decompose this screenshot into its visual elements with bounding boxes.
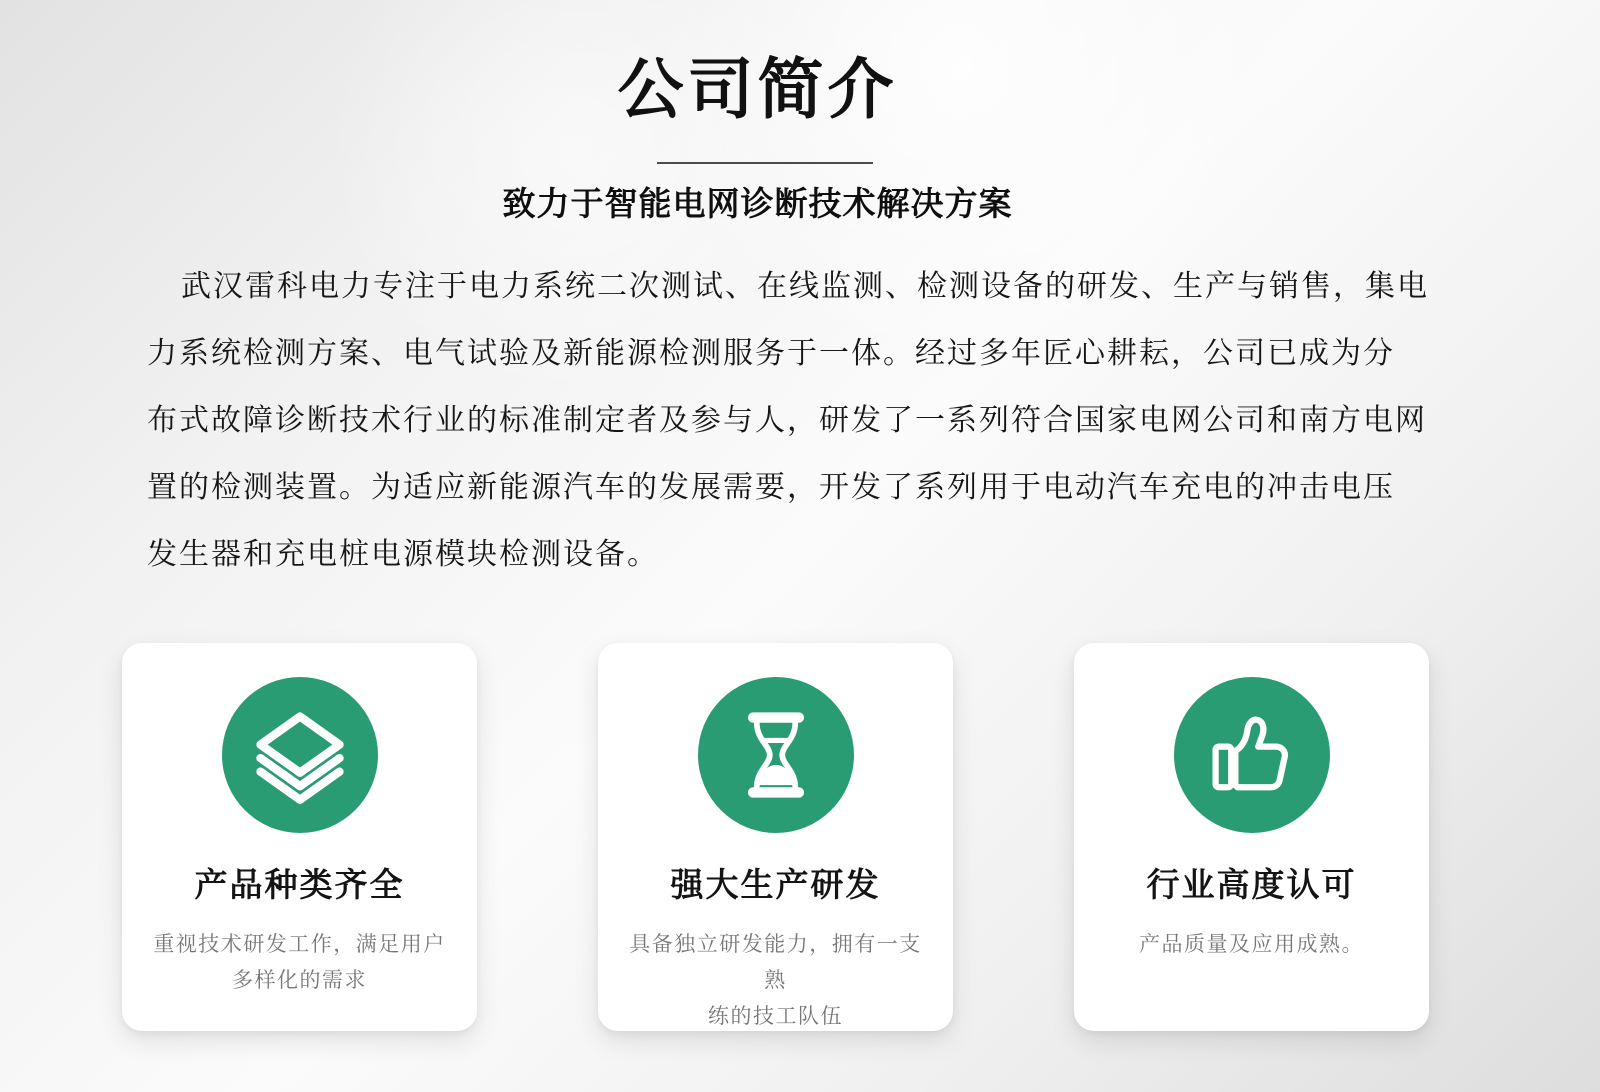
- hourglass-icon: [698, 677, 854, 833]
- card-title: 行业高度认可: [1146, 866, 1357, 903]
- feature-card-recognition: [1074, 643, 1429, 1031]
- description-line: 发生器和充电桩电源模块检测设备。: [147, 538, 659, 571]
- description-line: 力系统检测方案、电气试验及新能源检测服务于一体。经过多年匠心耕耘，公司已成为分: [147, 337, 1395, 370]
- card-description: [150, 927, 450, 999]
- description-line: 布式故障诊断技术行业的标准制定者及参与人，研发了一系列符合国家电网公司和南方电网: [147, 404, 1427, 437]
- feature-card-production: [598, 643, 953, 1031]
- title-divider: [657, 162, 873, 164]
- description-line: 武汉雷科电力专注于电力系统二次测试、在线监测、检测设备的研发、生产与销售，集电: [181, 270, 1429, 303]
- thumbs-up-icon: [1174, 677, 1330, 833]
- card-description: [626, 927, 926, 1035]
- card-description-line: 重视技术研发工作，满足用户: [153, 933, 446, 956]
- feature-cards: [122, 643, 1429, 1031]
- card-title: 产品种类齐全: [194, 866, 405, 903]
- card-description-line: 产品质量及应用成熟。: [1139, 933, 1364, 956]
- card-title: 强大生产研发: [670, 866, 881, 903]
- layers-icon: [222, 677, 378, 833]
- card-description-line: 具备独立研发能力，拥有一支熟: [629, 933, 922, 992]
- page-subtitle: 致力于智能电网诊断技术解决方案: [502, 185, 1013, 222]
- card-description: [1102, 927, 1402, 963]
- description-line: 置的检测装置。为适应新能源汽车的发展需要，开发了系列用于电动汽车充电的冲击电压: [147, 471, 1395, 504]
- page-title: 公司简介: [617, 52, 898, 126]
- card-description-line: 练的技工队伍: [708, 1005, 843, 1028]
- card-description-line: 多样化的需求: [232, 969, 367, 992]
- feature-card-products: [122, 643, 477, 1031]
- company-description: [147, 253, 1457, 588]
